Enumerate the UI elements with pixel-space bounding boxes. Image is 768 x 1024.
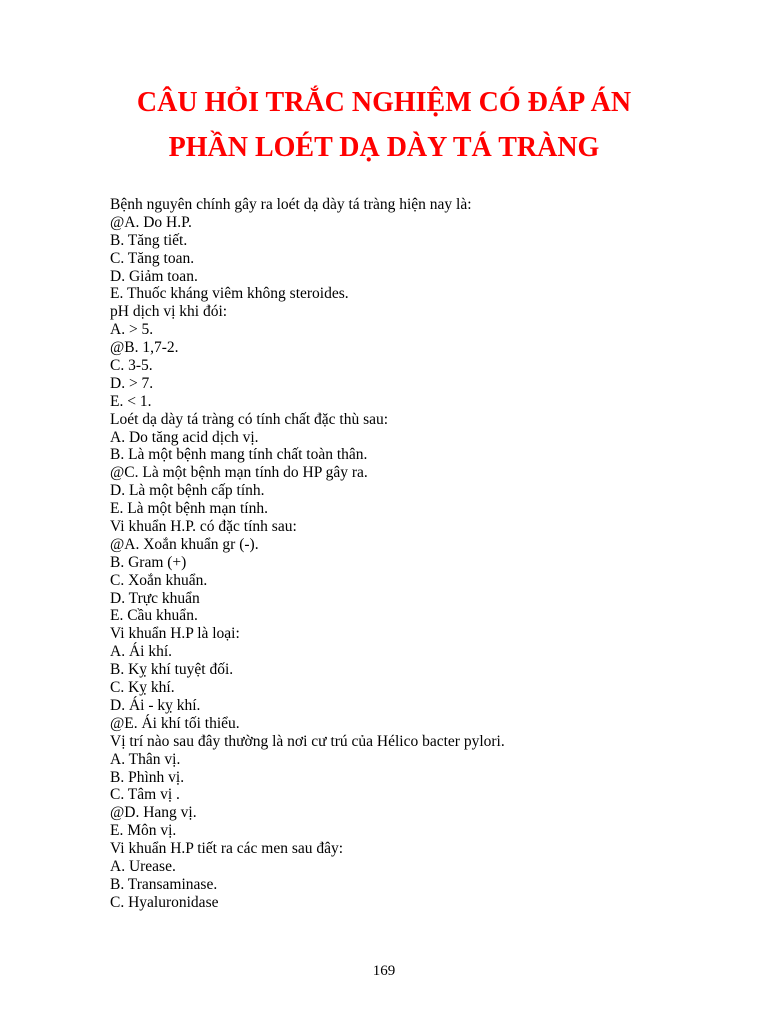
text-line: D. Là một bệnh cấp tính. <box>110 482 265 500</box>
text-line: B. Gram (+) <box>110 553 187 571</box>
document-title-line-1: CÂU HỎI TRẮC NGHIỆM CÓ ĐÁP ÁN <box>136 87 632 118</box>
text-line: D. Giảm toan. <box>110 267 198 285</box>
text-line: @D. Hang vị. <box>110 804 197 822</box>
text-line: C. Tâm vị . <box>110 786 180 804</box>
text-line: Vi khuẩn H.P. có đặc tính sau: <box>110 518 297 536</box>
text-line: E. Môn vị. <box>110 822 177 840</box>
document-title-line-2: PHẦN LOÉT DẠ DÀY TÁ TRÀNG <box>168 132 600 163</box>
text-line: D. Ái - kỵ khí. <box>110 696 201 714</box>
text-line: D. Trực khuẩn <box>110 589 200 607</box>
text-line: C. Hyaluronidase <box>110 893 219 911</box>
text-line: A. Thân vị. <box>110 750 181 768</box>
text-line: B. Tăng tiết. <box>110 231 188 249</box>
question-list <box>110 196 730 912</box>
text-line: B. Là một bệnh mang tính chất toàn thân. <box>110 446 368 464</box>
text-line: Vi khuẩn H.P tiết ra các men sau đây: <box>110 840 344 858</box>
text-line: E. < 1. <box>110 392 152 410</box>
text-line: @A. Do H.P. <box>110 213 192 231</box>
text-line: B. Phình vị. <box>110 768 185 786</box>
text-line: @B. 1,7-2. <box>110 339 179 357</box>
text-line: Bệnh nguyên chính gây ra loét dạ dày tá tràng hiện nay là: <box>110 196 472 213</box>
text-line: A. > 5. <box>110 321 154 339</box>
text-line: C. Tăng toan. <box>110 249 195 267</box>
text-line: E. Thuốc kháng viêm không steroides. <box>110 285 349 303</box>
text-line: @A. Xoắn khuẩn gr (-). <box>110 535 259 553</box>
text-line: A. Ái khí. <box>110 643 172 661</box>
text-line: D. > 7. <box>110 374 154 392</box>
text-line: B. Transaminase. <box>110 875 218 893</box>
text-line: E. Là một bệnh mạn tính. <box>110 500 268 518</box>
text-line: Vi khuẩn H.P là loại: <box>110 625 240 643</box>
text-line: @E. Ái khí tối thiểu. <box>110 714 240 732</box>
text-line: Vị trí nào sau đây thường là nơi cư trú của Hélico bacter pylori. <box>110 732 505 750</box>
text-line: @C. Là một bệnh mạn tính do HP gây ra. <box>110 464 368 482</box>
text-line: E. Cầu khuẩn. <box>110 607 198 625</box>
page-number: 169 <box>372 963 396 979</box>
text-line: C. 3-5. <box>110 357 153 375</box>
text-line: Loét dạ dày tá tràng có tính chất đặc thù sau: <box>110 410 389 428</box>
text-line: C. Xoắn khuẩn. <box>110 571 208 589</box>
text-line: B. Kỵ khí tuyệt đối. <box>110 661 234 679</box>
text-line: A. Urease. <box>110 857 176 875</box>
text-line: C. Kỵ khí. <box>110 679 175 697</box>
text-line: A. Do tăng acid dịch vị. <box>110 428 259 446</box>
text-line: pH dịch vị khi đói: <box>110 303 228 321</box>
